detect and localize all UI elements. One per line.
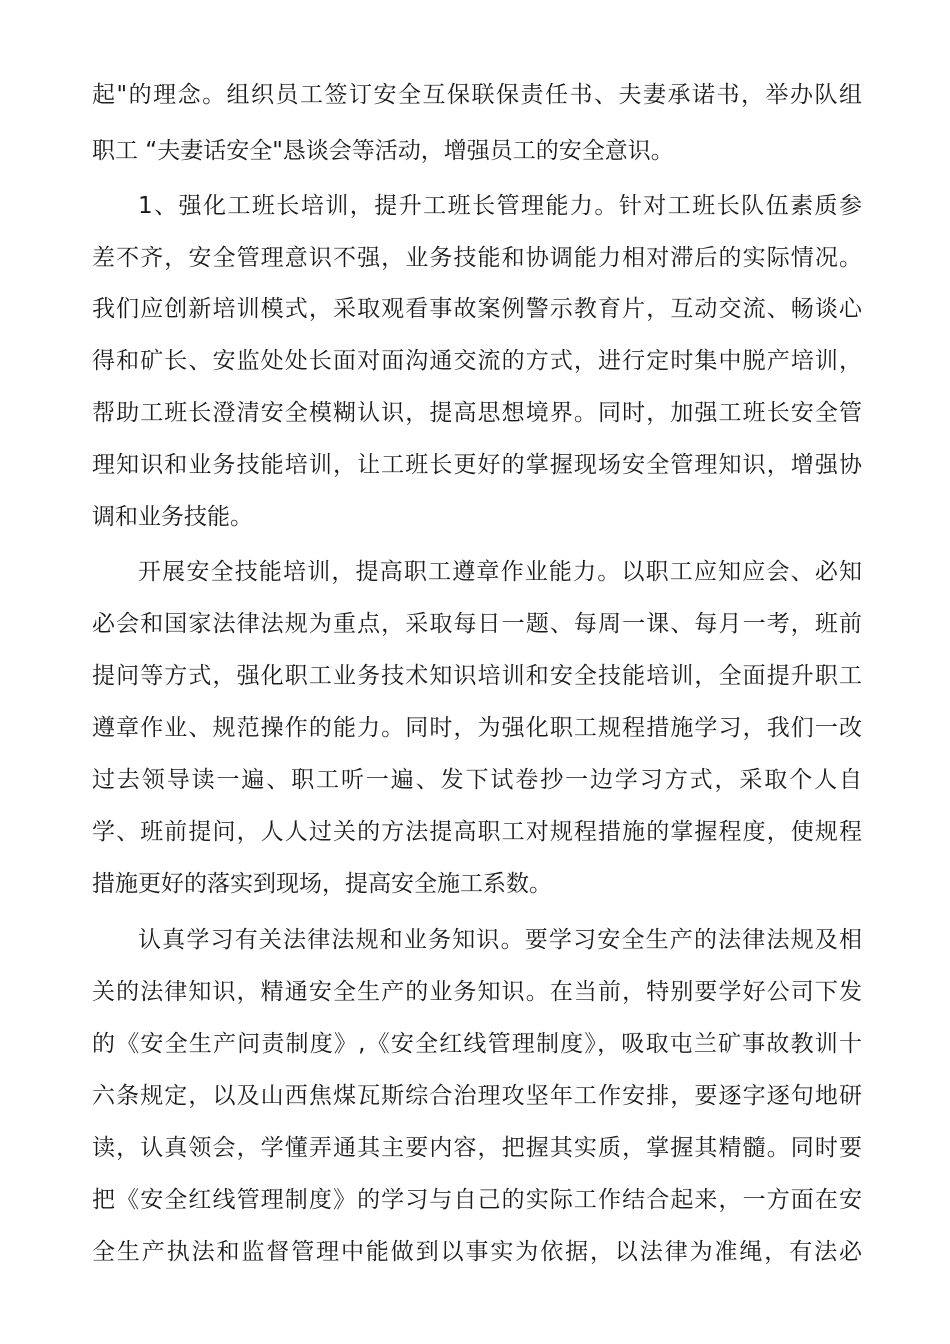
text-line: 我们应创新培训模式，采取观看事故案例警示教育片，互动交流、畅谈心 <box>92 296 862 322</box>
text-line: 开展安全技能培训，提高职工遵章作业能力。以职工应知应会、必知 <box>138 559 862 585</box>
text-line: 读，认真领会，学懂弄通其主要内容，把握其实质，掌握其精髓。同时要 <box>92 1135 862 1161</box>
text-line: 的《安全生产问责制度》,《安全红线管理制度》，吸取屯兰矿事故教训十 <box>92 1031 862 1057</box>
text-line: 1、强化工班长培训，提升工班长管理能力。针对工班长队伍素质参 <box>138 193 862 219</box>
text-line: 提问等方式，强化职工业务技术知识培训和安全技能培训，全面提升职工 <box>92 663 862 689</box>
text-line: 差不齐，安全管理意识不强，业务技能和协调能力相对滞后的实际情况。 <box>92 245 862 271</box>
text-line: 起"的理念。组织员工签订安全互保联保责任书、夫妻承诺书，举办队组 <box>92 82 862 108</box>
text-line: 帮助工班长澄清安全模糊认识，提高思想境界。同时，加强工班长安全管 <box>92 400 862 426</box>
text-line: 遵章作业、规范操作的能力。同时，为强化职工规程措施学习，我们一改 <box>92 715 862 741</box>
text-line: 全生产执法和监督管理中能做到以事实为依据，以法律为准绳，有法必 <box>92 1239 862 1265</box>
text-line: 六条规定，以及山西焦煤瓦斯综合治理攻坚年工作安排，要逐字逐句地研 <box>92 1083 862 1109</box>
text-line: 关的法律知识，精通安全生产的业务知识。在当前，特别要学好公司下发 <box>92 979 862 1005</box>
text-line: 把《安全红线管理制度》的学习与自己的实际工作结合起来，一方面在安 <box>92 1187 862 1213</box>
text-line: 认真学习有关法律法规和业务知识。要学习安全生产的法律法规及相 <box>138 927 862 953</box>
text-line: 理知识和业务技能培训，让工班长更好的掌握现场安全管理知识，增强协 <box>92 452 862 478</box>
text-line: 学、班前提问，人人过关的方法提高职工对规程措施的掌握程度，使规程 <box>92 819 862 845</box>
text-line: 得和矿长、安监处处长面对面沟通交流的方式，进行定时集中脱产培训， <box>92 348 862 374</box>
text-line: 过去领导读一遍、职工听一遍、发下试卷抄一边学习方式，采取个人自 <box>92 767 862 793</box>
text-line: 职工 “夫妻话安全"恳谈会等活动，增强员工的安全意识。 <box>92 138 674 164</box>
text-line: 必会和国家法律法规为重点，采取每日一题、每周一课、每月一考，班前 <box>92 611 862 637</box>
text-line: 调和业务技能。 <box>92 504 253 530</box>
text-line: 措施更好的落实到现场，提高安全施工系数。 <box>92 871 552 897</box>
